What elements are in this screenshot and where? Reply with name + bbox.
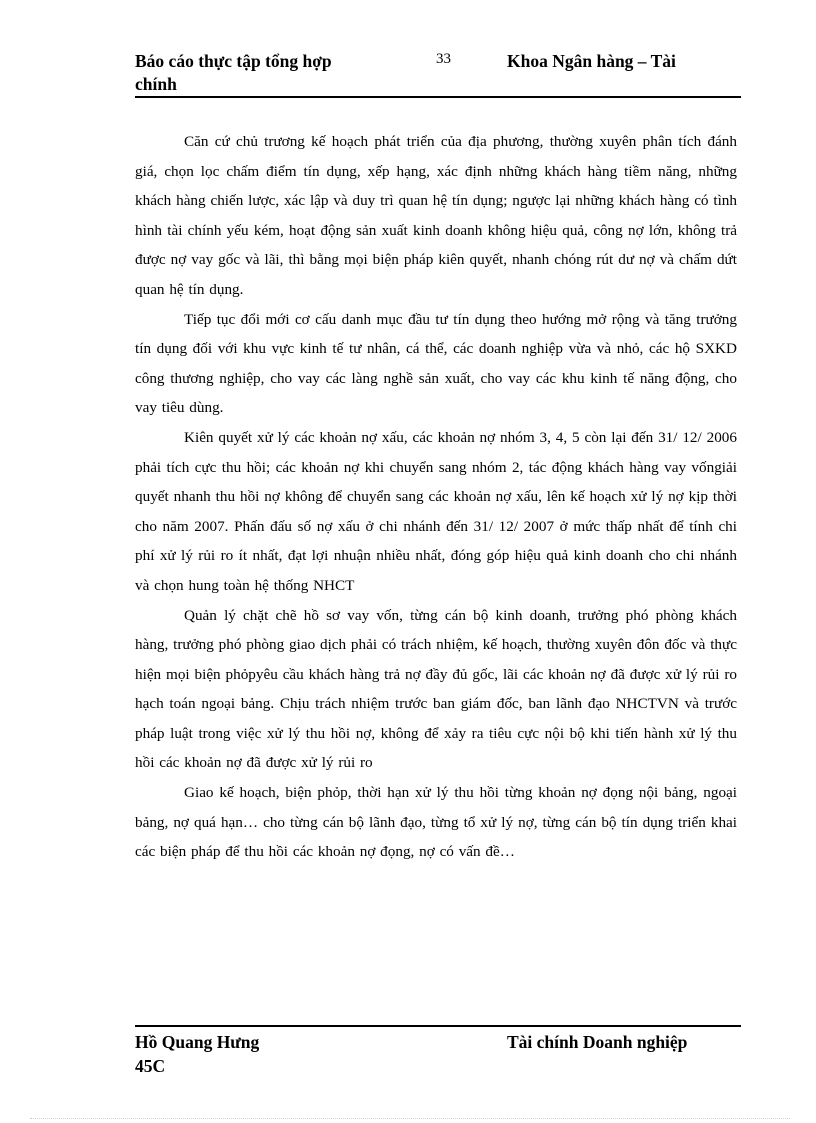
header-divider	[135, 96, 741, 98]
page-header	[135, 50, 741, 96]
paragraph-portfolio-restructure: Tiếp tục đổi mới cơ cấu danh mục đầu tư tín dụng theo hướng mở rộng và tăng trưởng tín dụng đối với khu vực kinh tế tư nhân, cá thể, các doanh nghiệp vừa và nhỏ, các hộ SXKD công thương nghiệp, cho vay các làng nghề sản xuất, cho vay các khu kinh tế năng động, cho vay tiêu dùng.	[135, 310, 737, 417]
department-name: Tài chính Doanh nghiệp	[507, 1032, 688, 1052]
report-title: Báo cáo thực tập tổng hợp chính	[135, 51, 332, 94]
faculty-title: Khoa Ngân hàng – Tài	[507, 51, 676, 71]
footer-divider	[135, 1025, 741, 1027]
paragraph-debt-assignment: Giao kế hoạch, biện phỏp, thời hạn xử lý thu hồi từng khoản nợ đọng nội bảng, ngoại bảng, nợ quá hạn… cho từng cán bộ lãnh đạo, từng tổ xử lý nợ, từng cán bộ tín dụng triển khai các biện pháp để thu hồi các khoản nợ đọng, nợ có vấn đề…	[135, 784, 737, 861]
body-text	[135, 127, 737, 867]
paragraph-credit-strategy: Căn cứ chủ trương kế hoạch phát triển của địa phương, thường xuyên phân tích đánh giá, chọn lọc chấm điểm tín dụng, xếp hạng, xác định những khách hàng tiềm năng, những khách hàng chiến lược, xác lập và duy trì quan hệ tín dụng; ngược lại những khách hàng có tình hình tài chính yếu kém, hoạt động sản xuất kinh doanh không hiệu quả, công nợ lớn, không trả được nợ vay gốc và lãi, thì bằng mọi biện pháp kiên quyết, nhanh chóng rút dư nợ và chấm dứt quan hệ tín dụng.	[135, 133, 737, 298]
page-footer	[135, 1030, 741, 1080]
page-bottom-edge	[30, 1118, 790, 1119]
page-number: 33	[436, 51, 451, 67]
author-name: Hồ Quang Hưng 45C	[135, 1032, 260, 1076]
paragraph-bad-debt-handling: Kiên quyết xử lý các khoản nợ xấu, các khoản nợ nhóm 3, 4, 5 còn lại đến 31/ 12/ 2006 phải tích cực thu hồi; các khoản nợ khi chuyển sang nhóm 2, tác động khách hàng vay vốngiải quyết nhanh thu hồi nợ không để chuyển sang các khoản nợ xấu, lên kế hoạch xử lý nợ kịp thời cho năm 2007. Phấn đấu số nợ xấu ở chi nhánh đến 31/ 12/ 2007 ở mức thấp nhất để tính chi phí xử lý rủi ro ít nhất, đạt lợi nhuận nhiều nhất, đóng góp hiệu quả kinh doanh cho chi nhánh và chọn hung toàn hệ thống NHCT	[135, 428, 737, 594]
paragraph-loan-management: Quản lý chặt chẽ hồ sơ vay vốn, từng cán bộ kinh doanh, trưởng phó phòng khách hàng, trưởng phó phòng giao dịch phải có trách nhiệm, kế hoạch, thường xuyên đôn đốc và thực hiện mọi biện phỏpyêu cầu khách hàng trả nợ đầy đủ gốc, lãi các khoản nợ đã được xử lý rủi ro hạch toán ngoại bảng. Chịu trách nhiệm trước ban giám đốc, ban lãnh đạo NHCTVN và trước pháp luật trong việc xử lý thu hồi nợ, không để xảy ra tiêu cực nội bộ khi tiến hành xử lý thu hồi các khoản nợ đã được xử lý rủi ro	[135, 606, 737, 772]
